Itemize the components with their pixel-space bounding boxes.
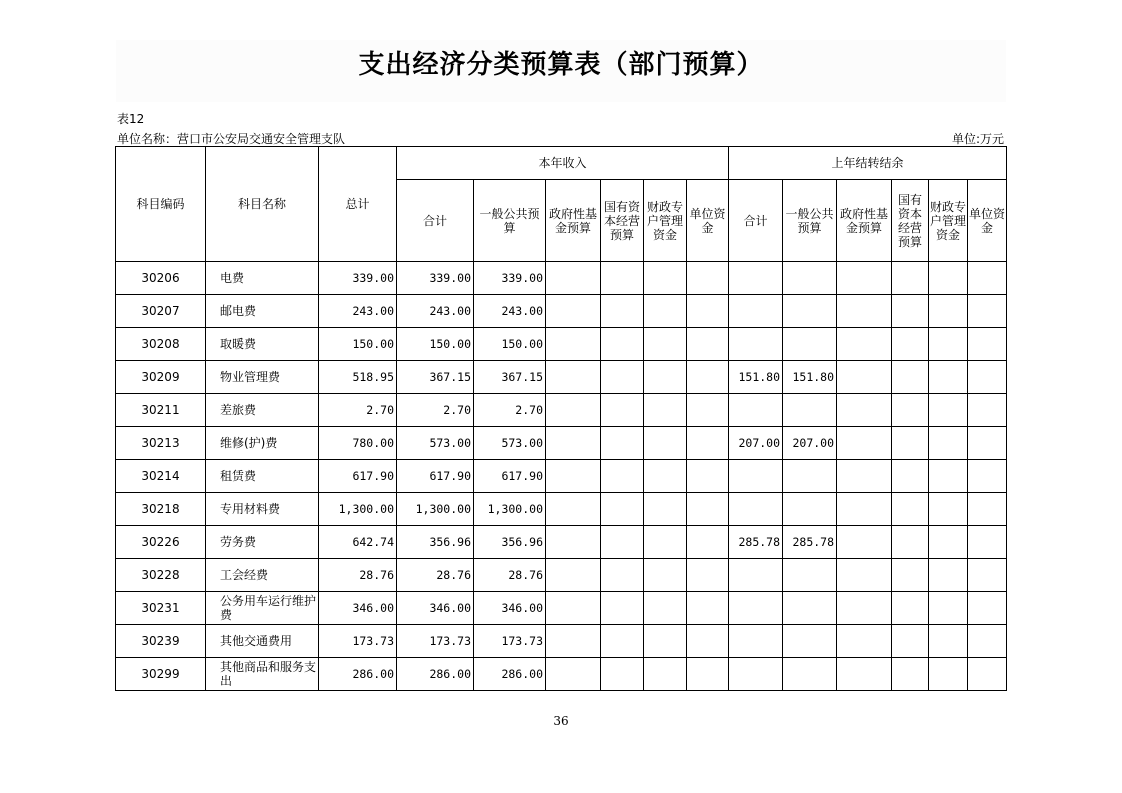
- cell-current-state: [601, 592, 644, 625]
- header-name: 科目名称: [206, 147, 319, 262]
- cell-carry-fund: [837, 295, 892, 328]
- cell-current-state: [601, 262, 644, 295]
- cell-current-state: [601, 427, 644, 460]
- cell-current-fund: [546, 295, 601, 328]
- table-row: [116, 625, 1007, 658]
- cell-current-state: [601, 295, 644, 328]
- cell-name: 其他商品和服务支出: [206, 658, 319, 691]
- cell-carry-total: [729, 493, 783, 526]
- cell-current-fund: [546, 460, 601, 493]
- cell-carry-total: [729, 559, 783, 592]
- cell-code: 30208: [116, 328, 206, 361]
- cell-current-special: [644, 493, 687, 526]
- cell-current-general: 346.00: [474, 592, 546, 625]
- cell-current-general: 573.00: [474, 427, 546, 460]
- cell-code: 30228: [116, 559, 206, 592]
- cell-carry-special: [929, 625, 968, 658]
- cell-current-general: 367.15: [474, 361, 546, 394]
- cell-name: 邮电费: [206, 295, 319, 328]
- cell-current-unit: [687, 592, 729, 625]
- cell-carry-state: [892, 295, 929, 328]
- cell-name: 公务用车运行维护费: [206, 592, 319, 625]
- cell-carry-total: [729, 658, 783, 691]
- cell-carry-unit: [968, 658, 1007, 691]
- cell-current-state: [601, 460, 644, 493]
- cell-carry-fund: [837, 526, 892, 559]
- cell-current-total: 356.96: [397, 526, 474, 559]
- cell-carry-state: [892, 394, 929, 427]
- cell-carry-special: [929, 493, 968, 526]
- table-row: [116, 361, 1007, 394]
- cell-name: 租赁费: [206, 460, 319, 493]
- cell-carry-unit: [968, 592, 1007, 625]
- cell-current-fund: [546, 658, 601, 691]
- cell-current-unit: [687, 526, 729, 559]
- cell-name: 物业管理费: [206, 361, 319, 394]
- cell-current-fund: [546, 394, 601, 427]
- cell-name: 电费: [206, 262, 319, 295]
- cell-carry-unit: [968, 493, 1007, 526]
- cell-current-state: [601, 625, 644, 658]
- cell-carry-state: [892, 625, 929, 658]
- cell-current-fund: [546, 361, 601, 394]
- header-current-col: 单位资金: [687, 180, 729, 262]
- cell-current-fund: [546, 625, 601, 658]
- cell-carry-general: [783, 295, 837, 328]
- header-carryover: 上年结转结余: [729, 147, 1007, 180]
- cell-carry-unit: [968, 295, 1007, 328]
- cell-code: 30213: [116, 427, 206, 460]
- cell-carry-fund: [837, 493, 892, 526]
- cell-total: 518.95: [319, 361, 397, 394]
- cell-carry-fund: [837, 328, 892, 361]
- cell-carry-general: [783, 625, 837, 658]
- cell-current-state: [601, 328, 644, 361]
- cell-code: 30299: [116, 658, 206, 691]
- cell-current-general: 173.73: [474, 625, 546, 658]
- cell-carry-unit: [968, 460, 1007, 493]
- cell-current-fund: [546, 262, 601, 295]
- header-carry-col: 单位资金: [968, 180, 1007, 262]
- cell-current-total: 243.00: [397, 295, 474, 328]
- cell-carry-special: [929, 592, 968, 625]
- cell-current-state: [601, 526, 644, 559]
- cell-current-state: [601, 394, 644, 427]
- header-carry-col: 政府性基金预算: [837, 180, 892, 262]
- cell-carry-general: [783, 460, 837, 493]
- cell-current-special: [644, 427, 687, 460]
- cell-carry-general: [783, 559, 837, 592]
- header-carry-col: 合计: [729, 180, 783, 262]
- cell-current-state: [601, 658, 644, 691]
- cell-carry-fund: [837, 394, 892, 427]
- cell-carry-fund: [837, 559, 892, 592]
- cell-current-unit: [687, 295, 729, 328]
- budget-table: [115, 146, 1007, 691]
- cell-carry-state: [892, 328, 929, 361]
- cell-current-general: 2.70: [474, 394, 546, 427]
- cell-carry-fund: [837, 262, 892, 295]
- cell-current-total: 617.90: [397, 460, 474, 493]
- cell-current-special: [644, 328, 687, 361]
- table-row: [116, 427, 1007, 460]
- cell-current-fund: [546, 559, 601, 592]
- cell-carry-general: [783, 493, 837, 526]
- cell-current-state: [601, 361, 644, 394]
- cell-carry-special: [929, 526, 968, 559]
- cell-total: 617.90: [319, 460, 397, 493]
- cell-code: 30211: [116, 394, 206, 427]
- cell-current-special: [644, 394, 687, 427]
- cell-code: 30206: [116, 262, 206, 295]
- cell-code: 30239: [116, 625, 206, 658]
- header-code: 科目编码: [116, 147, 206, 262]
- page-title: 支出经济分类预算表（部门预算）: [358, 50, 764, 80]
- cell-name: 维修(护)费: [206, 427, 319, 460]
- cell-carry-total: [729, 394, 783, 427]
- cell-current-total: 2.70: [397, 394, 474, 427]
- cell-carry-total: [729, 592, 783, 625]
- cell-current-special: [644, 526, 687, 559]
- cell-carry-unit: [968, 262, 1007, 295]
- cell-total: 339.00: [319, 262, 397, 295]
- cell-current-state: [601, 493, 644, 526]
- table-row: [116, 592, 1007, 625]
- header-total: 总计: [319, 147, 397, 262]
- cell-carry-special: [929, 361, 968, 394]
- cell-carry-total: 285.78: [729, 526, 783, 559]
- cell-current-total: 573.00: [397, 427, 474, 460]
- cell-total: 1,300.00: [319, 493, 397, 526]
- cell-total: 2.70: [319, 394, 397, 427]
- cell-carry-state: [892, 658, 929, 691]
- cell-total: 173.73: [319, 625, 397, 658]
- table-row: [116, 493, 1007, 526]
- cell-carry-general: [783, 658, 837, 691]
- cell-current-unit: [687, 328, 729, 361]
- table-row: [116, 394, 1007, 427]
- cell-carry-state: [892, 361, 929, 394]
- cell-current-state: [601, 559, 644, 592]
- cell-carry-unit: [968, 328, 1007, 361]
- cell-carry-total: [729, 625, 783, 658]
- page-number: 36: [553, 714, 569, 728]
- cell-carry-unit: [968, 361, 1007, 394]
- table-number: 表12: [117, 112, 145, 126]
- cell-current-unit: [687, 361, 729, 394]
- cell-code: 30207: [116, 295, 206, 328]
- cell-total: 780.00: [319, 427, 397, 460]
- cell-carry-fund: [837, 361, 892, 394]
- cell-current-special: [644, 262, 687, 295]
- cell-carry-fund: [837, 460, 892, 493]
- cell-current-total: 286.00: [397, 658, 474, 691]
- cell-current-special: [644, 592, 687, 625]
- cell-current-special: [644, 361, 687, 394]
- table-body: [116, 262, 1007, 691]
- cell-current-fund: [546, 427, 601, 460]
- cell-carry-total: 207.00: [729, 427, 783, 460]
- unit-name: 单位名称：营口市公安局交通安全管理支队: [117, 132, 346, 146]
- cell-carry-general: 285.78: [783, 526, 837, 559]
- header-carry-col: 国有资本经营预算: [892, 180, 929, 262]
- cell-carry-fund: [837, 592, 892, 625]
- cell-current-special: [644, 460, 687, 493]
- cell-current-general: 243.00: [474, 295, 546, 328]
- cell-code: 30214: [116, 460, 206, 493]
- cell-carry-state: [892, 427, 929, 460]
- cell-carry-special: [929, 328, 968, 361]
- cell-carry-state: [892, 262, 929, 295]
- cell-carry-fund: [837, 658, 892, 691]
- cell-carry-special: [929, 427, 968, 460]
- cell-carry-general: 207.00: [783, 427, 837, 460]
- cell-name: 专用材料费: [206, 493, 319, 526]
- cell-carry-state: [892, 592, 929, 625]
- cell-carry-state: [892, 559, 929, 592]
- cell-name: 劳务费: [206, 526, 319, 559]
- cell-carry-unit: [968, 559, 1007, 592]
- cell-current-unit: [687, 493, 729, 526]
- cell-total: 286.00: [319, 658, 397, 691]
- table-row: [116, 328, 1007, 361]
- cell-current-unit: [687, 394, 729, 427]
- cell-carry-unit: [968, 394, 1007, 427]
- cell-carry-state: [892, 526, 929, 559]
- table-row: [116, 559, 1007, 592]
- cell-current-fund: [546, 328, 601, 361]
- header-carry-col: 财政专户管理资金: [929, 180, 968, 262]
- cell-carry-total: [729, 262, 783, 295]
- cell-carry-total: 151.80: [729, 361, 783, 394]
- cell-current-unit: [687, 262, 729, 295]
- header-current-col: 合计: [397, 180, 474, 262]
- cell-current-general: 617.90: [474, 460, 546, 493]
- cell-current-total: 173.73: [397, 625, 474, 658]
- cell-current-unit: [687, 559, 729, 592]
- cell-code: 30226: [116, 526, 206, 559]
- table-row: [116, 658, 1007, 691]
- cell-carry-special: [929, 559, 968, 592]
- cell-code: 30218: [116, 493, 206, 526]
- cell-current-fund: [546, 493, 601, 526]
- cell-name: 其他交通费用: [206, 625, 319, 658]
- cell-code: 30209: [116, 361, 206, 394]
- cell-total: 642.74: [319, 526, 397, 559]
- cell-current-total: 346.00: [397, 592, 474, 625]
- cell-current-unit: [687, 625, 729, 658]
- cell-current-special: [644, 559, 687, 592]
- cell-current-special: [644, 295, 687, 328]
- cell-carry-unit: [968, 427, 1007, 460]
- cell-current-special: [644, 658, 687, 691]
- cell-total: 150.00: [319, 328, 397, 361]
- table-row: [116, 262, 1007, 295]
- cell-carry-state: [892, 493, 929, 526]
- cell-carry-total: [729, 295, 783, 328]
- cell-carry-special: [929, 460, 968, 493]
- cell-carry-unit: [968, 625, 1007, 658]
- header-carry-col: 一般公共预算: [783, 180, 837, 262]
- cell-total: 28.76: [319, 559, 397, 592]
- cell-carry-general: [783, 262, 837, 295]
- cell-current-unit: [687, 460, 729, 493]
- cell-current-general: 150.00: [474, 328, 546, 361]
- cell-code: 30231: [116, 592, 206, 625]
- cell-carry-general: [783, 394, 837, 427]
- header-current-col: 一般公共预算: [474, 180, 546, 262]
- header-current-col: 国有资本经营预算: [601, 180, 644, 262]
- cell-current-general: 286.00: [474, 658, 546, 691]
- cell-current-total: 339.00: [397, 262, 474, 295]
- cell-total: 346.00: [319, 592, 397, 625]
- cell-carry-fund: [837, 427, 892, 460]
- cell-carry-unit: [968, 526, 1007, 559]
- cell-current-total: 28.76: [397, 559, 474, 592]
- unit-label: 单位:万元: [951, 132, 1004, 146]
- cell-name: 取暖费: [206, 328, 319, 361]
- cell-current-special: [644, 625, 687, 658]
- cell-carry-special: [929, 262, 968, 295]
- cell-current-unit: [687, 658, 729, 691]
- table-header: [116, 147, 1007, 262]
- header-current-col: 政府性基金预算: [546, 180, 601, 262]
- cell-carry-general: [783, 592, 837, 625]
- cell-carry-total: [729, 328, 783, 361]
- cell-current-general: 339.00: [474, 262, 546, 295]
- cell-current-general: 1,300.00: [474, 493, 546, 526]
- table-row: [116, 526, 1007, 559]
- cell-carry-special: [929, 658, 968, 691]
- cell-carry-special: [929, 394, 968, 427]
- cell-carry-general: 151.80: [783, 361, 837, 394]
- cell-name: 工会经费: [206, 559, 319, 592]
- cell-current-total: 367.15: [397, 361, 474, 394]
- table-row: [116, 295, 1007, 328]
- cell-current-fund: [546, 592, 601, 625]
- cell-total: 243.00: [319, 295, 397, 328]
- cell-current-total: 150.00: [397, 328, 474, 361]
- cell-current-total: 1,300.00: [397, 493, 474, 526]
- cell-current-general: 356.96: [474, 526, 546, 559]
- cell-name: 差旅费: [206, 394, 319, 427]
- cell-carry-state: [892, 460, 929, 493]
- header-current-col: 财政专户管理资金: [644, 180, 687, 262]
- cell-carry-special: [929, 295, 968, 328]
- cell-current-unit: [687, 427, 729, 460]
- cell-current-general: 28.76: [474, 559, 546, 592]
- cell-current-fund: [546, 526, 601, 559]
- cell-carry-fund: [837, 625, 892, 658]
- header-current-income: 本年收入: [397, 147, 729, 180]
- cell-carry-total: [729, 460, 783, 493]
- table-row: [116, 460, 1007, 493]
- cell-carry-general: [783, 328, 837, 361]
